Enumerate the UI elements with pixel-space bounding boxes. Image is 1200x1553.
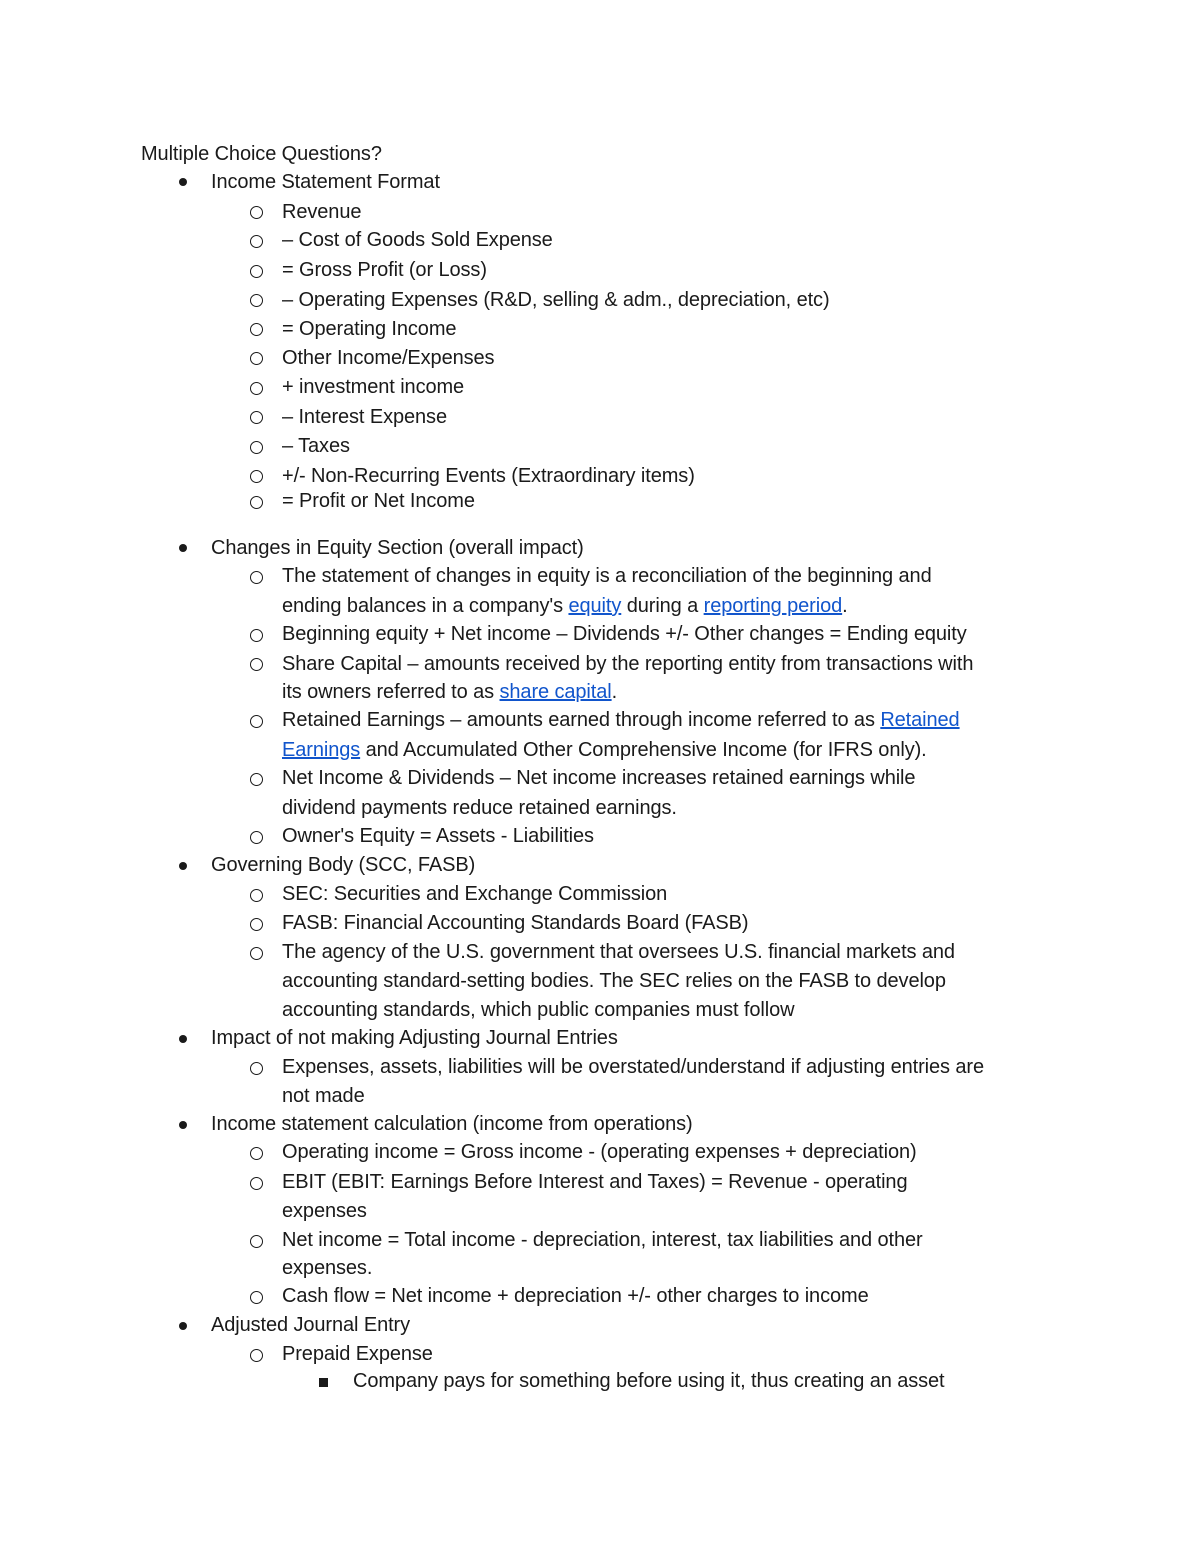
text-run: . [611, 681, 618, 703]
text-run: its owners referred to as [282, 681, 500, 703]
bullet-circle-icon [250, 382, 263, 395]
list-item-continuation [282, 680, 617, 704]
list-item-continuation [282, 594, 848, 618]
list-item: Net Income & Dividends – Net income increases retained earnings while [282, 767, 916, 789]
bullet-circle-icon [250, 1177, 263, 1190]
list-item: The agency of the U.S. government that oversees U.S. financial markets and [282, 941, 955, 963]
bullet-circle-icon [250, 496, 263, 509]
list-item: Share Capital – amounts received by the reporting entity from transactions with [282, 653, 974, 675]
list-item: Owner's Equity = Assets - Liabilities [282, 825, 594, 847]
bullet-circle-icon [250, 629, 263, 642]
link-reporting-period[interactable]: reporting period [703, 595, 843, 617]
list-item: Company pays for something before using it, thus creating an asset [353, 1370, 945, 1392]
list-item [282, 708, 960, 732]
bullet-circle-icon [250, 831, 263, 844]
list-item-continuation: dividend payments reduce retained earnings. [282, 797, 677, 819]
bullet-circle-icon [250, 1235, 263, 1248]
section-heading-changes-in-equity: Changes in Equity Section (overall impact) [211, 537, 584, 559]
bullet-circle-icon [250, 1349, 263, 1362]
bullet-circle-icon [250, 352, 263, 365]
bullet-circle-icon [250, 441, 263, 454]
bullet-circle-icon [250, 947, 263, 960]
text-run: . [842, 595, 848, 617]
list-item: FASB: Financial Accounting Standards Board (FASB) [282, 912, 749, 934]
list-item-continuation [282, 738, 927, 762]
bullet-dot-icon [179, 1035, 187, 1043]
link-retained-earnings-cont[interactable]: Earnings [282, 739, 361, 761]
section-heading-adjusting-entries: Impact of not making Adjusting Journal Entries [211, 1027, 618, 1049]
list-item: – Interest Expense [282, 406, 447, 428]
list-item: Operating income = Gross income - (operating expenses + depreciation) [282, 1141, 917, 1163]
text-run: ending balances in a company's [282, 595, 569, 617]
bullet-circle-icon [250, 918, 263, 931]
list-item-continuation: expenses [282, 1200, 367, 1222]
list-item: Cash flow = Net income + depreciation +/- other charges to income [282, 1285, 869, 1307]
bullet-circle-icon [250, 715, 263, 728]
bullet-circle-icon [250, 206, 263, 219]
list-item-continuation: accounting standards, which public companies must follow [282, 999, 795, 1021]
list-item: EBIT (EBIT: Earnings Before Interest and Taxes) = Revenue - operating [282, 1171, 908, 1193]
list-item: = Operating Income [282, 318, 457, 340]
text-run: and Accumulated Other Comprehensive Income (for IFRS only). [360, 739, 927, 761]
list-item-continuation: accounting standard-setting bodies. The SEC relies on the FASB to develop [282, 970, 946, 992]
link-share-capital[interactable]: share capital [499, 681, 612, 703]
section-heading-adjusted-journal-entry: Adjusted Journal Entry [211, 1314, 411, 1336]
bullet-circle-icon [250, 889, 263, 902]
bullet-circle-icon [250, 411, 263, 424]
list-item: Prepaid Expense [282, 1343, 433, 1365]
link-equity[interactable]: equity [568, 595, 622, 617]
bullet-circle-icon [250, 470, 263, 483]
list-item-continuation: expenses. [282, 1257, 373, 1279]
bullet-circle-icon [250, 323, 263, 336]
bullet-dot-icon [179, 544, 187, 552]
document-title: Multiple Choice Questions? [141, 143, 382, 165]
bullet-circle-icon [250, 1147, 263, 1160]
list-item: Net income = Total income - depreciation, interest, tax liabilities and other [282, 1229, 923, 1251]
list-item: The statement of changes in equity is a reconciliation of the beginning and [282, 565, 932, 587]
list-item: + investment income [282, 376, 465, 398]
bullet-circle-icon [250, 658, 263, 671]
bullet-circle-icon [250, 1062, 263, 1075]
section-heading-governing-body: Governing Body (SCC, FASB) [211, 854, 476, 876]
bullet-circle-icon [250, 265, 263, 278]
list-item: Beginning equity + Net income – Dividends +/- Other changes = Ending equity [282, 623, 967, 645]
section-heading-income-statement-format: Income Statement Format [211, 171, 440, 193]
list-item: Other Income/Expenses [282, 347, 495, 369]
bullet-dot-icon [179, 1322, 187, 1330]
section-heading-income-calculation: Income statement calculation (income from operations) [211, 1113, 693, 1135]
text-run: Retained Earnings – amounts earned through income referred to as [282, 709, 881, 731]
list-item: Revenue [282, 201, 362, 223]
list-item: – Cost of Goods Sold Expense [282, 229, 553, 251]
bullet-circle-icon [250, 235, 263, 248]
list-item-continuation: not made [282, 1085, 365, 1107]
bullet-dot-icon [179, 1121, 187, 1129]
bullet-circle-icon [250, 571, 263, 584]
bullet-circle-icon [250, 1291, 263, 1304]
list-item: Expenses, assets, liabilities will be overstated/understand if adjusting entries are [282, 1056, 984, 1078]
list-item: = Gross Profit (or Loss) [282, 259, 487, 281]
bullet-square-icon [319, 1378, 328, 1387]
link-retained-earnings[interactable]: Retained [880, 709, 960, 731]
list-item: SEC: Securities and Exchange Commission [282, 883, 668, 905]
bullet-dot-icon [179, 862, 187, 870]
list-item: – Taxes [282, 435, 350, 457]
text-run: during a [621, 595, 704, 617]
bullet-circle-icon [250, 773, 263, 786]
list-item: +/- Non-Recurring Events (Extraordinary items) [282, 465, 695, 487]
bullet-circle-icon [250, 294, 263, 307]
bullet-dot-icon [179, 178, 187, 186]
list-item: = Profit or Net Income [282, 490, 475, 512]
list-item: – Operating Expenses (R&D, selling & adm., depreciation, etc) [282, 289, 830, 311]
